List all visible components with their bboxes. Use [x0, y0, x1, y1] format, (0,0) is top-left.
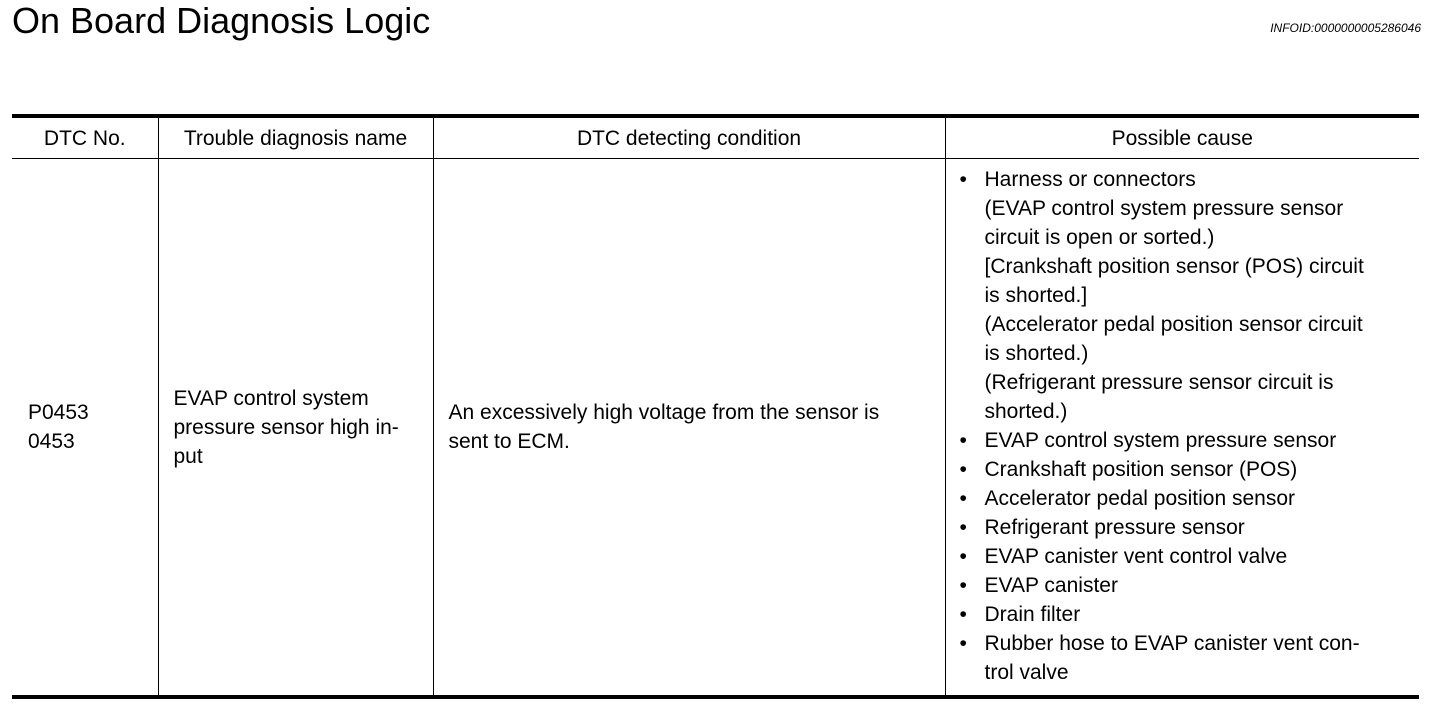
bullet-icon: • [959, 632, 967, 655]
detecting-condition-line: sent to ECM. [448, 430, 570, 453]
possible-cause-text: (EVAP control system pressure sensor [984, 197, 1344, 220]
page-title: On Board Diagnosis Logic [12, 0, 431, 41]
list-item [960, 165, 1414, 426]
list-item [960, 600, 1414, 629]
list-item [960, 513, 1414, 542]
possible-cause-text: Crankshaft position sensor (POS) [984, 458, 1298, 481]
list-item [960, 455, 1414, 484]
bullet-icon: • [959, 487, 967, 510]
bullet-icon: • [959, 574, 967, 597]
detecting-condition-cell [433, 159, 945, 698]
info-id: INFOID:0000000005286046 [1270, 21, 1421, 35]
list-item [960, 571, 1414, 600]
possible-cause-text: shorted.) [984, 400, 1068, 423]
column-header-possible-cause: Possible cause [945, 116, 1419, 159]
possible-cause-text: EVAP control system pressure sensor [984, 429, 1337, 452]
column-header-detecting-condition: DTC detecting condition [433, 116, 945, 159]
list-item [960, 629, 1414, 687]
diagnosis-name-line: put [173, 444, 203, 468]
possible-cause-text: Refrigerant pressure sensor [984, 516, 1245, 539]
bullet-icon: • [959, 168, 967, 191]
list-item [960, 484, 1414, 513]
dtc-number-cell [12, 159, 158, 698]
table-header-row [12, 116, 1419, 159]
possible-cause-text: (Accelerator pedal position sensor circuit [984, 313, 1363, 336]
possible-cause-text: is shorted.] [984, 284, 1088, 307]
list-item [960, 426, 1414, 455]
bullet-icon: • [959, 429, 967, 452]
possible-cause-text: (Refrigerant pressure sensor circuit is [984, 371, 1334, 394]
possible-cause-text: Rubber hose to EVAP canister vent con- [984, 632, 1360, 655]
detecting-condition-line: An excessively high voltage from the sensor is [448, 401, 880, 424]
diagnosis-name-line: pressure sensor high in- [173, 415, 399, 439]
possible-cause-text: is shorted.) [984, 342, 1089, 365]
possible-cause-text: trol valve [984, 661, 1069, 684]
possible-cause-text: Accelerator pedal position sensor [984, 487, 1296, 510]
diagnosis-name-cell [158, 159, 433, 698]
list-item [960, 542, 1414, 571]
dtc-code: P0453 [28, 401, 89, 424]
possible-cause-text: Drain filter [984, 603, 1081, 626]
possible-cause-text: [Crankshaft position sensor (POS) circuit [984, 255, 1364, 278]
table-row [12, 159, 1419, 698]
dtc-code-alt: 0453 [28, 430, 75, 453]
bullet-icon: • [959, 603, 967, 626]
possible-cause-cell [945, 159, 1419, 698]
possible-cause-text: EVAP canister [984, 574, 1118, 597]
bullet-icon: • [959, 516, 967, 539]
dtc-table [12, 114, 1419, 699]
possible-cause-text: Harness or connectors [984, 168, 1196, 191]
column-header-diagnosis-name: Trouble diagnosis name [158, 116, 433, 159]
bullet-icon: • [959, 545, 967, 568]
diagnosis-name-line: EVAP control system [173, 386, 369, 410]
possible-cause-text: EVAP canister vent control valve [984, 545, 1288, 568]
possible-cause-list [960, 165, 1414, 687]
bullet-icon: • [959, 458, 967, 481]
possible-cause-text: circuit is open or sorted.) [984, 226, 1215, 249]
column-header-dtc-no: DTC No. [43, 126, 126, 150]
